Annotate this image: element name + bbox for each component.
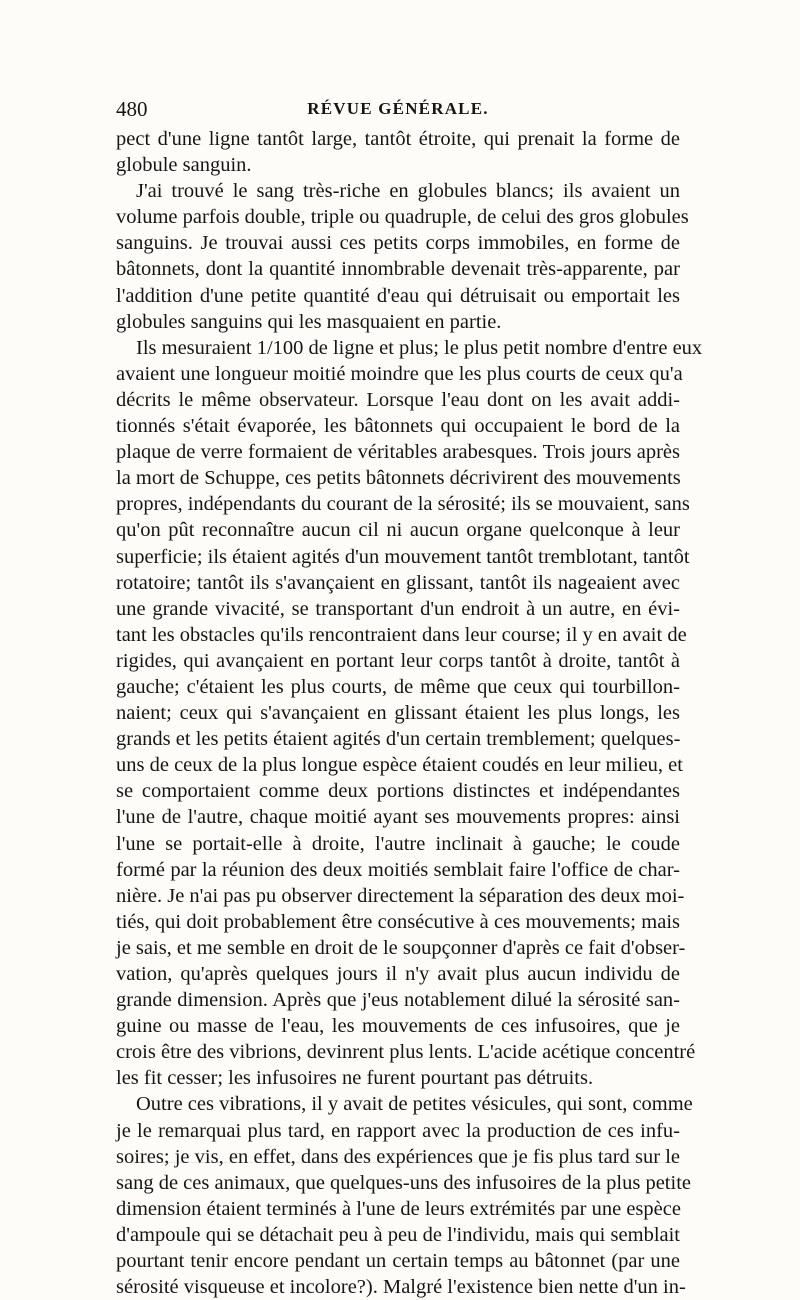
text-line: avaient une longueur moitié moindre que les plus courts de ceux qu'a bbox=[116, 362, 683, 385]
text-line: tiés, qui doit probablement être consécutive à ces mouvements; mais bbox=[116, 910, 680, 933]
text-line: soires; je vis, en effet, dans des expériences que je fis plus tard sur le bbox=[116, 1145, 680, 1168]
text-line: globules sanguins qui les masquaient en partie. bbox=[116, 310, 502, 333]
text-line: décrits le même observateur. Lorsque l'eau dont on les avait addi- bbox=[116, 388, 680, 411]
text-line: les fit cesser; les infusoires ne furent pourtant pas détruits. bbox=[116, 1067, 594, 1090]
text-line: se comportaient comme deux portions distinctes et indépendantes bbox=[116, 780, 680, 803]
text-line: J'ai trouvé le sang très-riche en globules blancs; ils avaient un bbox=[136, 180, 680, 203]
text-line: vation, qu'après quelques jours il n'y avait plus aucun individu de bbox=[116, 963, 680, 985]
text-line: gauche; c'étaient les plus courts, de même que ceux qui tourbillon- bbox=[116, 675, 680, 698]
text-line: superficie; ils étaient agités d'un mouvement tantôt tremblotant, tantôt bbox=[116, 545, 690, 568]
text-line: sang de ces animaux, que quelques-uns des infusoires de la plus petite bbox=[116, 1171, 691, 1194]
paragraph bbox=[116, 335, 703, 1092]
text-line: l'une se portait-elle à droite, l'autre inclinait à gauche; le coude bbox=[116, 832, 680, 855]
text-line: dimension étaient terminés à l'une de leurs extrémités par une espèce bbox=[116, 1197, 681, 1220]
text-line: guine ou masse de l'eau, les mouvements de ces infusoires, que je bbox=[116, 1015, 680, 1038]
body-text bbox=[116, 126, 703, 1300]
text-line: volume parfois double, triple ou quadruple, de celui des gros globules bbox=[116, 206, 689, 229]
text-line: uns de ceux de la plus longue espèce étaient coudés en leur milieu, et bbox=[116, 754, 683, 777]
text-line: sanguins. Je trouvai aussi ces petits corps immobiles, en forme de bbox=[116, 232, 680, 255]
text-line: la mort de Schuppe, ces petits bâtonnets décrivirent des mouvements bbox=[116, 467, 681, 490]
text-line: Outre ces vibrations, il y avait de petites vésicules, qui sont, comme bbox=[136, 1093, 693, 1116]
text-line: d'ampoule qui se détachait peu à peu de l'individu, mais qui semblait bbox=[116, 1223, 680, 1246]
text-line: grands et les petits étaient agités d'un certain tremblement; quelques- bbox=[116, 728, 681, 751]
text-line: pect d'une ligne tantôt large, tantôt étroite, qui prenait la forme de bbox=[116, 128, 680, 150]
bottom-bleed-through bbox=[116, 1162, 680, 1173]
paragraph bbox=[116, 178, 689, 335]
text-line: l'addition d'une petite quantité d'eau qui détruisait ou emportait les bbox=[116, 284, 680, 307]
text-line: tionnés s'était évaporée, les bâtonnets qui occupaient le bord de la bbox=[116, 415, 680, 438]
text-line: je sais, et me semble en droit de le soupçonner d'après ce fait d'obser- bbox=[116, 936, 686, 959]
running-head: RÉVUE GÉNÉRALE. bbox=[307, 99, 489, 118]
text-line: tant les obstacles qu'ils rencontraient dans leur course; il y en avait de bbox=[116, 623, 687, 646]
text-line: crois être des vibrions, devinrent plus lents. L'acide acétique concentré bbox=[116, 1041, 696, 1064]
text-line: naient; ceux qui s'avançaient en glissant étaient les plus longs, les bbox=[116, 702, 680, 725]
text-line: propres, indépendants du courant de la sérosité; ils se mouvaient, sans bbox=[116, 493, 690, 516]
text-line: bâtonnets, dont la quantité innombrable devenait très-apparente, par bbox=[116, 258, 680, 281]
text-line: je le remarquai plus tard, en rapport avec la production de ces infu- bbox=[116, 1119, 680, 1142]
text-line: pourtant tenir encore pendant un certain temps au bâtonnet (par une bbox=[116, 1250, 680, 1273]
page-number: 480 bbox=[116, 97, 148, 121]
text-line: une grande vivacité, se transportant d'un endroit à un autre, en évi- bbox=[116, 597, 680, 620]
text-line: plaque de verre formaient de véritables arabesques. Trois jours après bbox=[116, 441, 680, 464]
text-line: formé par la réunion des deux moitiés semblait faire l'office de char- bbox=[116, 858, 680, 881]
text-line: qu'on pût reconnaître aucun cil ni aucun organe quelconque à leur bbox=[116, 519, 680, 542]
text-line: sérosité visqueuse et incolore?). Malgré l'existence bien nette d'un in- bbox=[116, 1276, 686, 1299]
text-line: l'une de l'autre, chaque moitié ayant ses mouvements propres: ainsi bbox=[116, 806, 680, 829]
page-header bbox=[116, 94, 680, 124]
text-line: rotatoire; tantôt ils s'avançaient en glissant, tantôt ils nageaient avec bbox=[116, 571, 680, 594]
text-line: rigides, qui avançaient en portant leur corps tantôt à droite, tantôt à bbox=[116, 649, 680, 672]
text-line: nière. Je n'ai pas pu observer directement la séparation des deux moi- bbox=[116, 884, 685, 907]
paragraph bbox=[116, 126, 680, 178]
text-line: globule sanguin. bbox=[116, 154, 252, 177]
text-line: grande dimension. Après que j'eus notablement dilué la sérosité san- bbox=[116, 989, 680, 1012]
text-line: Ils mesuraient 1/100 de ligne et plus; le plus petit nombre d'entre eux bbox=[136, 336, 703, 359]
paragraph bbox=[116, 1091, 693, 1300]
